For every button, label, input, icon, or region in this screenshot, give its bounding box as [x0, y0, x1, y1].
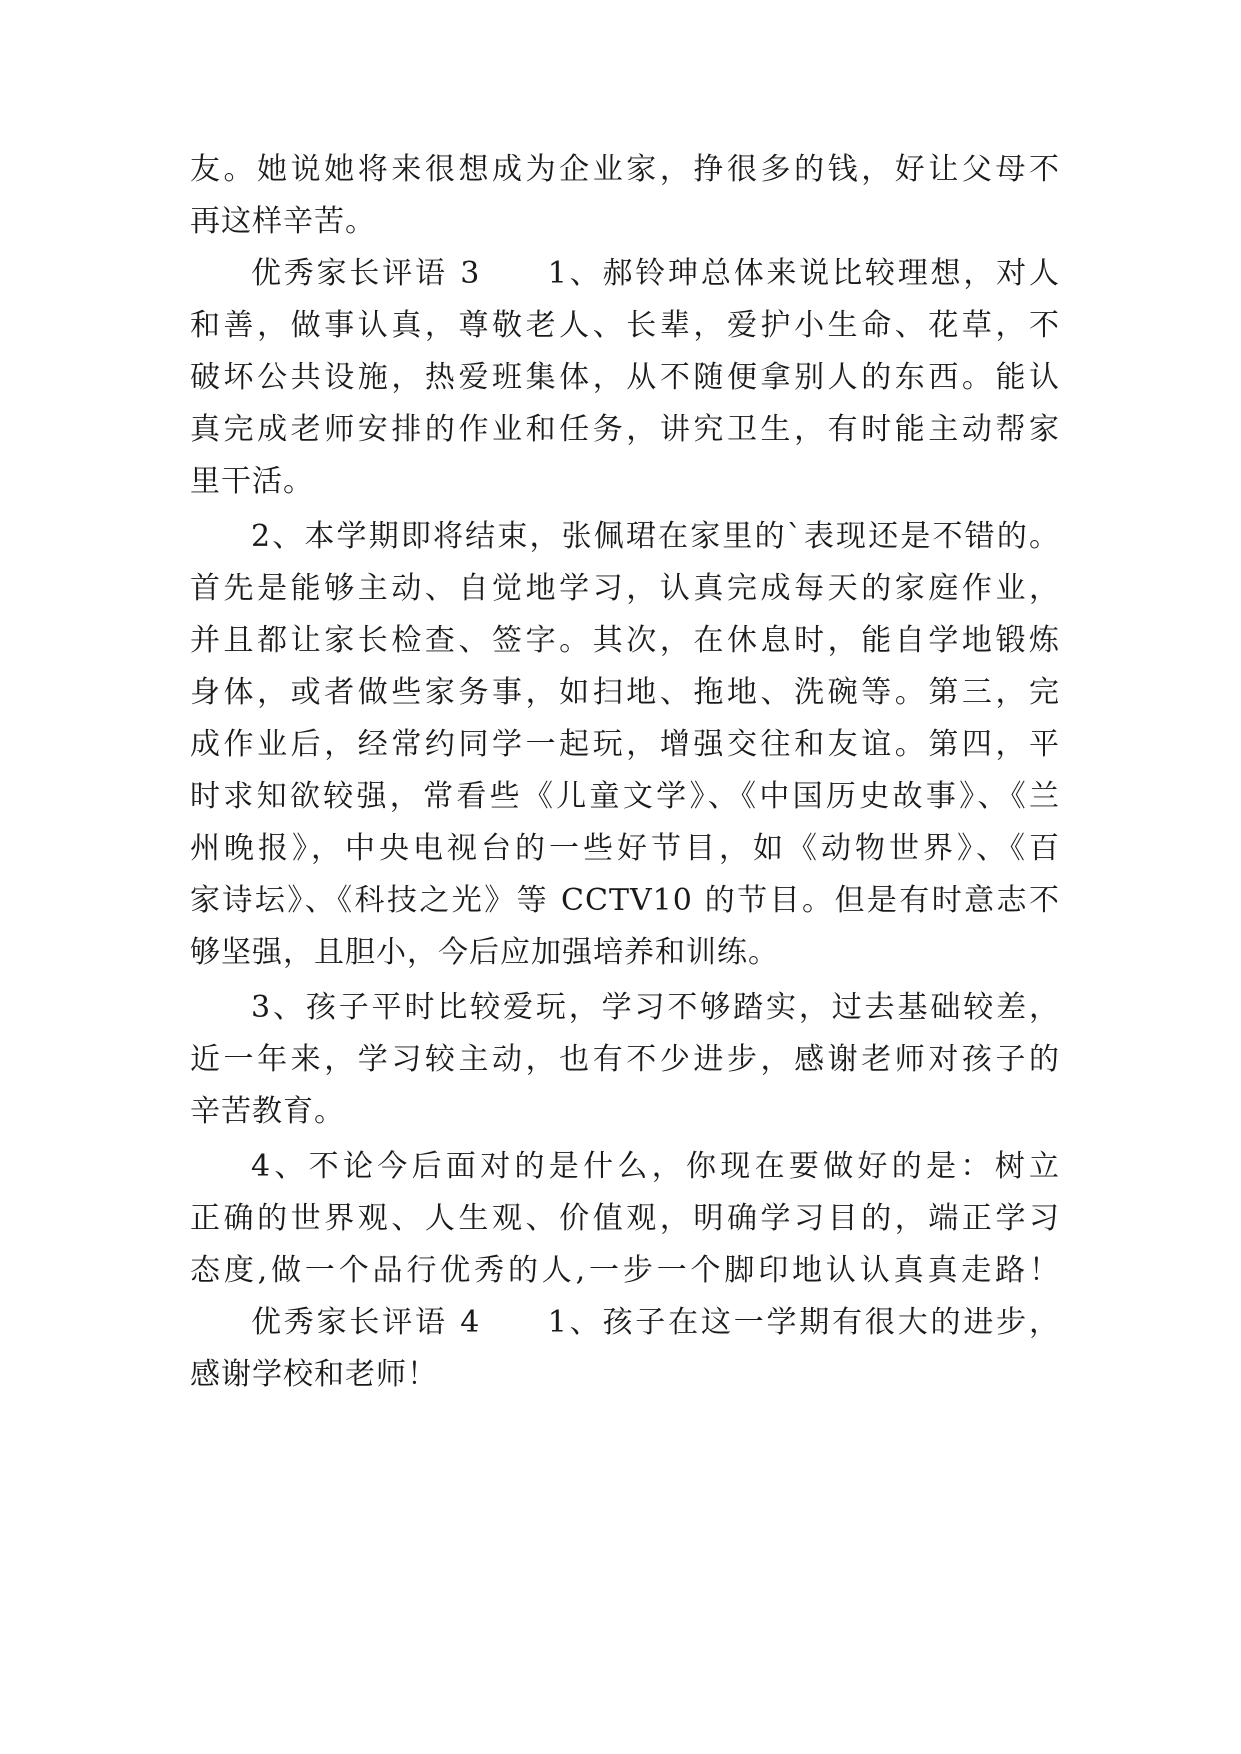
paragraph-start: 3、孩子平时比较爱玩，学习不够踏实，过去基础较差， — [251, 990, 1060, 1025]
text-line: 感谢学校和老师！ — [190, 1357, 438, 1392]
paragraph-start: 2、本学期即将结束，张佩珺在家里的`表现还是不错的。 — [251, 519, 1060, 554]
text-line: 再这样辛苦。 — [190, 204, 376, 239]
text-line: 里干活。 — [190, 464, 314, 499]
text-line: 友。她说她将来很想成为企业家，挣很多的钱，好让父母不 — [190, 152, 1060, 187]
text-line: 和善，做事认真，尊敬老人、长辈，爱护小生命、花草，不 — [190, 308, 1060, 343]
text-line: 辛苦教育。 — [190, 1094, 345, 1129]
text-line: 首先是能够主动、自觉地学习，认真完成每天的家庭作业， — [190, 571, 1060, 606]
text-line: 成作业后，经常约同学一起玩，增强交往和友谊。第四，平 — [190, 727, 1060, 762]
text-line: 州晚报》，中央电视台的一些好节目，如《动物世界》、《百 — [190, 831, 1060, 866]
text-line: 正确的世界观、人生观、价值观，明确学习目的，端正学习 — [190, 1201, 1060, 1236]
text-line: 态度,做一个品行优秀的人,一步一个脚印地认认真真走路！ — [190, 1253, 1060, 1288]
text-line: 近一年来，学习较主动，也有不少进步，感谢老师对孩子的 — [190, 1042, 1060, 1077]
text-line: 时求知欲较强，常看些《儿童文学》、《中国历史故事》、《兰 — [190, 779, 1060, 814]
text-line: 身体，或者做些家务事，如扫地、拖地、洗碗等。第三，完 — [190, 675, 1060, 710]
text-line: 家诗坛》、《科技之光》等 CCTV10 的节目。但是有时意志不 — [190, 883, 1060, 918]
text-line: 够坚强，且胆小，今后应加强培养和训练。 — [190, 935, 779, 970]
text-line: 并且都让家长检查、签字。其次，在休息时，能自学地锻炼 — [190, 623, 1060, 658]
text-line: 真完成老师安排的作业和任务，讲究卫生，有时能主动帮家 — [190, 412, 1060, 447]
section-heading-4: 优秀家长评语 4 1、孩子在这一学期有很大的进步， — [251, 1305, 1060, 1340]
section-heading-3: 优秀家长评语 3 1、郝铃珅总体来说比较理想，对人 — [251, 256, 1060, 291]
paragraph-start: 4、不论今后面对的是什么，你现在要做好的是：树立 — [251, 1149, 1060, 1184]
text-line: 破坏公共设施，热爱班集体，从不随便拿别人的东西。能认 — [190, 360, 1060, 395]
